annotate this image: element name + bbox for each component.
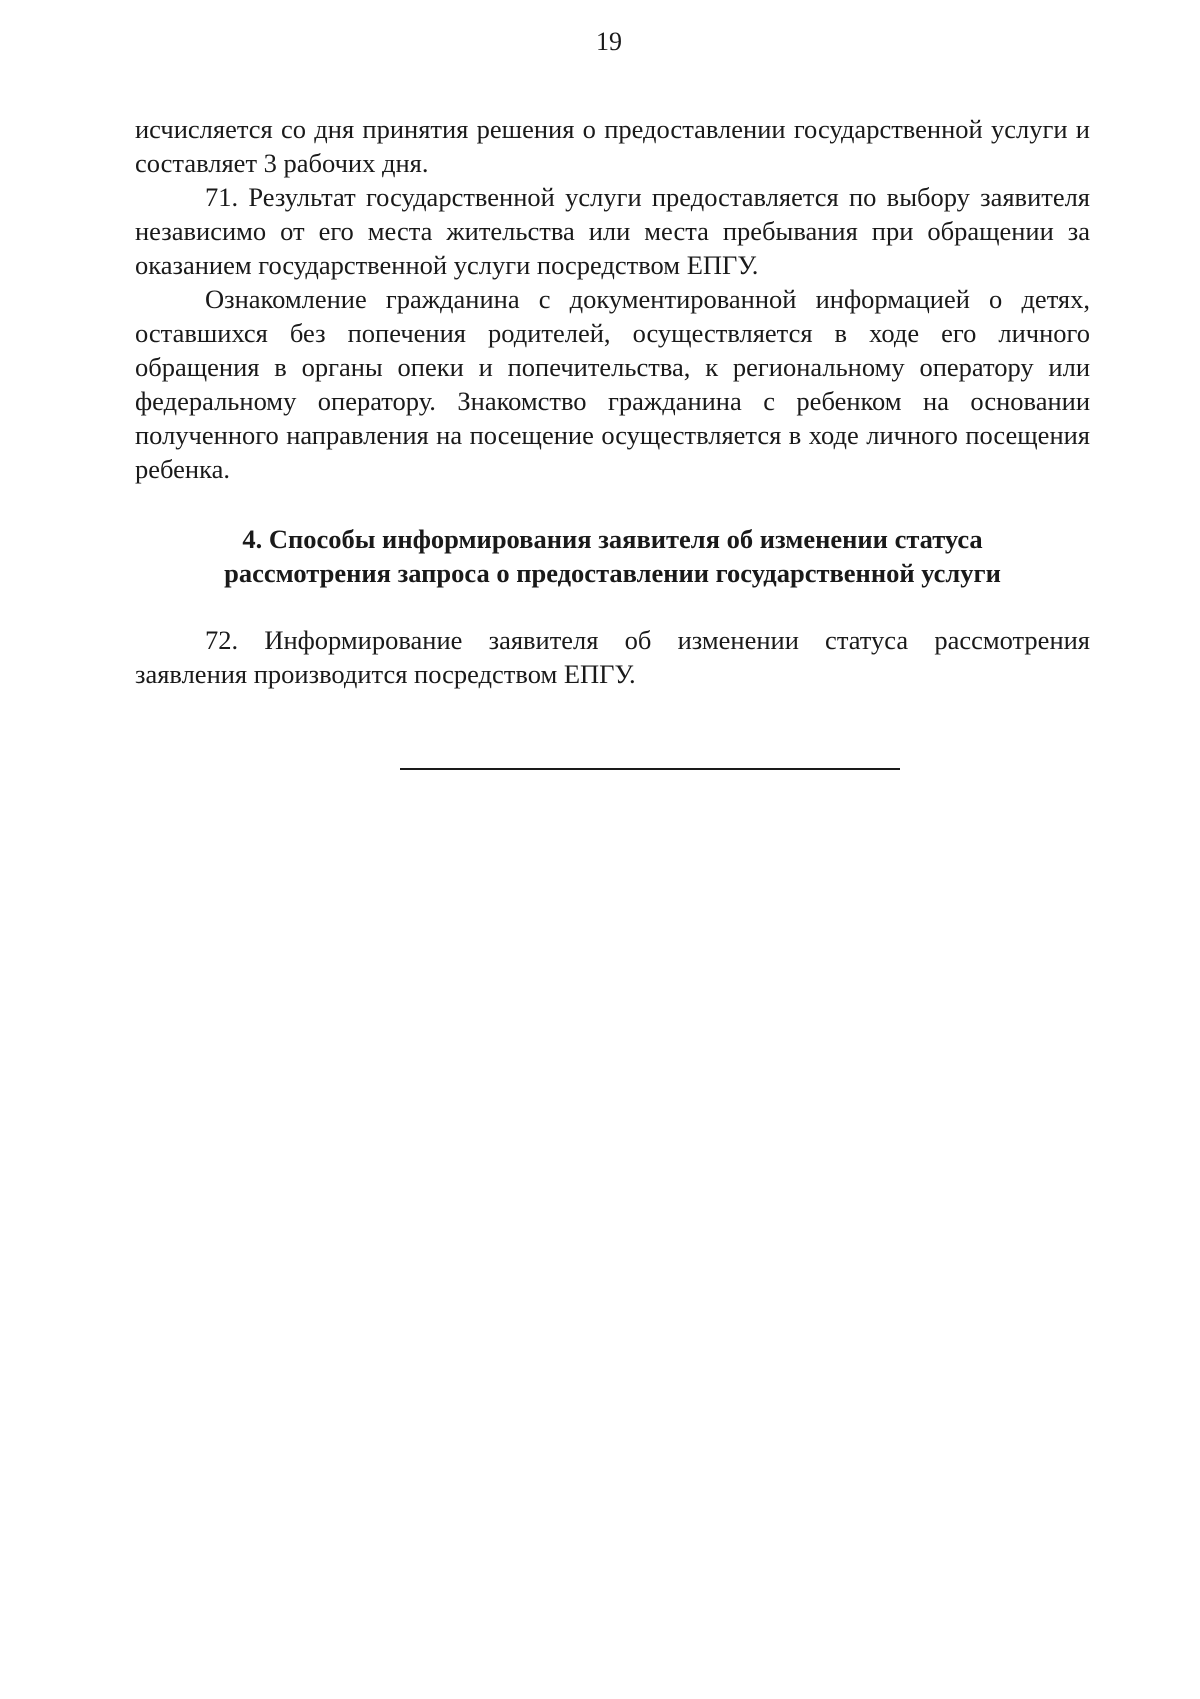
paragraph-71: 71. Результат государственной услуги предоставляется по выбору заявителя независимо от его места жительства или места пребывания при обращении за оказанием государственной услуги посредством ЕПГУ. [135,182,1090,280]
section-heading-line-2: рассмотрения запроса о предоставлении государственной услуги [224,558,1001,588]
paragraph-continuation: исчисляется со дня принятия решения о предоставлении государственной услуги и составляет 3 рабочих дня. [135,114,1090,178]
document-end-rule [400,768,900,770]
paragraph-familiarization: Ознакомление гражданина с документированной информацией о детях, оставшихся без попечения родителей, осуществляется в ходе его личного обращения в органы опеки и попечительства, к региональному оператору или федеральному оператору. Знакомство гражданина с ребенком на основании полученного направления на посещение осуществляется в ходе личного посещения ребенка. [135,284,1090,484]
section-heading [135,522,1090,590]
paragraph-72: 72. Информирование заявителя об изменении статуса рассмотрения заявления производится посредством ЕПГУ. [135,625,1090,689]
page-number: 19 [596,27,622,56]
document-body [135,112,1090,691]
section-heading-line-1: 4. Способы информирования заявителя об изменении статуса [242,524,983,554]
